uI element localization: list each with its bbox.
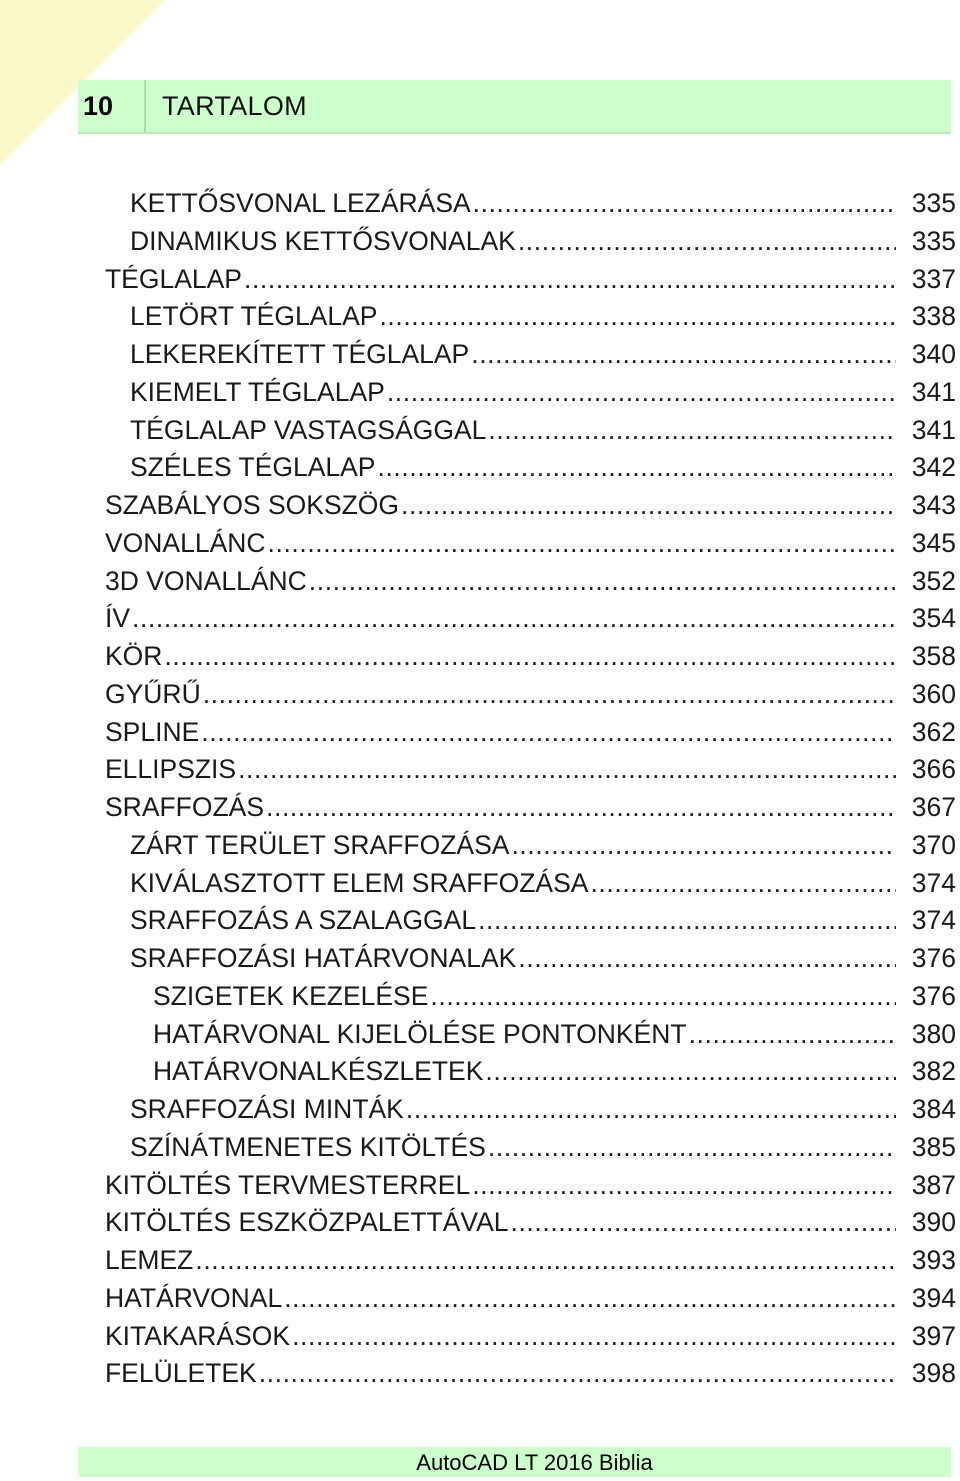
page-footer bbox=[78, 1447, 951, 1477]
toc-dot-leader bbox=[378, 449, 897, 487]
toc-entry[interactable] bbox=[0, 1280, 960, 1318]
toc-entry[interactable] bbox=[0, 336, 960, 374]
toc-dot-leader bbox=[430, 978, 896, 1016]
toc-dot-leader bbox=[518, 223, 896, 261]
toc-dot-leader bbox=[379, 298, 896, 336]
toc-entry-page: 382 bbox=[911, 1056, 956, 1087]
toc-entry-title: ÍV bbox=[105, 603, 131, 634]
toc-dot-leader bbox=[195, 1242, 896, 1280]
toc-entry-page: 341 bbox=[911, 414, 956, 445]
toc-entry-page: 343 bbox=[911, 490, 956, 520]
toc-entry-title: VONALLÁNC bbox=[105, 527, 266, 558]
toc-entry-title: HATÁRVONAL bbox=[105, 1282, 283, 1313]
toc-entry-page: 380 bbox=[911, 1018, 956, 1049]
toc-dot-leader bbox=[244, 261, 896, 299]
toc-entry[interactable] bbox=[0, 223, 960, 261]
toc-entry[interactable] bbox=[0, 978, 960, 1016]
toc-entry[interactable] bbox=[0, 1204, 960, 1242]
toc-entry-page: 358 bbox=[911, 641, 956, 671]
toc-entry-title: KITAKARÁSOK bbox=[105, 1320, 291, 1351]
toc-entry-title: LETÖRT TÉGLALAP bbox=[130, 301, 378, 332]
toc-entry-title: LEKEREKÍTETT TÉGLALAP bbox=[130, 339, 470, 369]
toc-entry-title: SRAFFOZÁSI HATÁRVONALAK bbox=[130, 943, 517, 973]
toc-entry-title: GYŰRŰ bbox=[105, 678, 201, 709]
toc-entry[interactable] bbox=[0, 714, 960, 752]
toc-entry[interactable] bbox=[0, 374, 960, 412]
toc-dot-leader bbox=[292, 1318, 896, 1356]
toc-entry-page: 394 bbox=[911, 1282, 956, 1313]
toc-entry-title: HATÁRVONAL KIJELÖLÉSE PONTONKÉNT bbox=[153, 1018, 687, 1049]
toc-entry[interactable] bbox=[0, 1091, 960, 1129]
toc-dot-leader bbox=[689, 1016, 896, 1054]
toc-entry-page: 374 bbox=[911, 905, 956, 936]
page-title: TARTALOM bbox=[162, 90, 307, 121]
toc-entry-title: HATÁRVONALKÉSZLETEK bbox=[153, 1056, 484, 1087]
toc-entry[interactable] bbox=[0, 185, 960, 223]
toc-dot-leader bbox=[488, 1129, 896, 1167]
toc-entry-page: 384 bbox=[911, 1094, 956, 1124]
toc-entry-page: 342 bbox=[911, 452, 956, 483]
toc-entry-page: 390 bbox=[911, 1207, 956, 1238]
table-of-contents bbox=[0, 185, 960, 1393]
toc-entry-title: SZÉLES TÉGLALAP bbox=[130, 452, 376, 483]
toc-dot-leader bbox=[401, 487, 896, 525]
toc-entry[interactable] bbox=[0, 525, 960, 563]
toc-dot-leader bbox=[511, 1204, 897, 1242]
toc-entry-title: SRAFFOZÁS bbox=[105, 792, 265, 822]
toc-entry-title: SZÍNÁTMENETES KITÖLTÉS bbox=[130, 1131, 486, 1162]
toc-entry-page: 340 bbox=[911, 339, 956, 369]
toc-entry[interactable] bbox=[0, 1355, 960, 1393]
toc-entry-title: KETTŐSVONAL LEZÁRÁSA bbox=[130, 188, 471, 218]
toc-entry[interactable] bbox=[0, 1053, 960, 1091]
toc-entry[interactable] bbox=[0, 865, 960, 903]
toc-entry[interactable] bbox=[0, 789, 960, 827]
toc-entry[interactable] bbox=[0, 638, 960, 676]
toc-entry-title: KIVÁLASZTOTT ELEM SRAFFOZÁSA bbox=[130, 867, 589, 898]
footer-book-title: AutoCAD LT 2016 Biblia bbox=[416, 1450, 653, 1475]
toc-entry[interactable] bbox=[0, 1318, 960, 1356]
toc-entry-page: 335 bbox=[911, 225, 956, 256]
toc-entry-title: TÉGLALAP VASTAGSÁGGAL bbox=[130, 414, 487, 445]
toc-entry[interactable] bbox=[0, 449, 960, 487]
toc-entry[interactable] bbox=[0, 1167, 960, 1205]
toc-dot-leader bbox=[268, 525, 896, 563]
toc-entry-page: 337 bbox=[911, 263, 956, 294]
toc-entry-title: FELÜLETEK bbox=[105, 1358, 257, 1389]
toc-entry[interactable] bbox=[0, 1129, 960, 1167]
toc-entry-page: 335 bbox=[911, 188, 956, 218]
toc-entry-page: 393 bbox=[911, 1245, 956, 1275]
toc-entry-title: KÖR bbox=[105, 641, 163, 671]
toc-dot-leader bbox=[471, 336, 896, 374]
toc-dot-leader bbox=[387, 374, 896, 412]
toc-entry-page: 398 bbox=[911, 1358, 956, 1389]
toc-entry-title: KITÖLTÉS TERVMESTERREL bbox=[105, 1169, 471, 1200]
toc-entry-title: SRAFFOZÁSI MINTÁK bbox=[130, 1094, 404, 1124]
toc-entry-title: ZÁRT TERÜLET SRAFFOZÁSA bbox=[130, 829, 510, 860]
toc-entry[interactable] bbox=[0, 902, 960, 940]
toc-entry-page: 360 bbox=[911, 678, 956, 709]
toc-entry-title: SPLINE bbox=[105, 716, 200, 747]
page-header bbox=[78, 80, 951, 134]
toc-entry-title: KITÖLTÉS ESZKÖZPALETTÁVAL bbox=[105, 1207, 509, 1238]
toc-entry-title: KIEMELT TÉGLALAP bbox=[130, 376, 385, 407]
toc-dot-leader bbox=[473, 185, 896, 223]
toc-entry[interactable] bbox=[0, 412, 960, 450]
toc-entry-title: SZIGETEK KEZELÉSE bbox=[153, 980, 429, 1011]
toc-dot-leader bbox=[132, 600, 896, 638]
toc-entry-title: DINAMIKUS KETTŐSVONALAK bbox=[130, 225, 516, 256]
toc-dot-leader bbox=[590, 865, 896, 903]
toc-entry[interactable] bbox=[0, 676, 960, 714]
toc-entry-title: LEMEZ bbox=[105, 1245, 194, 1275]
toc-entry-title: SZABÁLYOS SOKSZÖG bbox=[105, 490, 400, 520]
toc-entry-page: 366 bbox=[911, 754, 956, 785]
toc-entry[interactable] bbox=[0, 563, 960, 601]
toc-dot-leader bbox=[203, 676, 896, 714]
toc-dot-leader bbox=[284, 1280, 896, 1318]
toc-dot-leader bbox=[488, 412, 896, 450]
toc-entry-page: 376 bbox=[911, 980, 956, 1011]
toc-entry-page: 374 bbox=[911, 867, 956, 898]
toc-dot-leader bbox=[201, 714, 896, 752]
toc-entry-page: 354 bbox=[911, 603, 956, 634]
toc-dot-leader bbox=[406, 1091, 896, 1129]
toc-entry-page: 387 bbox=[911, 1169, 956, 1200]
toc-dot-leader bbox=[266, 789, 896, 827]
toc-entry[interactable] bbox=[0, 1016, 960, 1054]
toc-dot-leader bbox=[511, 827, 896, 865]
toc-entry[interactable] bbox=[0, 600, 960, 638]
toc-dot-leader bbox=[478, 902, 896, 940]
toc-entry-page: 341 bbox=[911, 376, 956, 407]
toc-entry-title: 3D VONALLÁNC bbox=[105, 565, 307, 596]
toc-entry[interactable] bbox=[0, 298, 960, 336]
toc-entry[interactable] bbox=[0, 827, 960, 865]
toc-dot-leader bbox=[485, 1053, 896, 1091]
toc-entry-page: 367 bbox=[911, 792, 956, 822]
toc-entry-title: ELLIPSZIS bbox=[105, 754, 237, 785]
toc-entry-page: 385 bbox=[911, 1131, 956, 1162]
toc-entry-page: 370 bbox=[911, 829, 956, 860]
toc-dot-leader bbox=[309, 563, 896, 601]
toc-entry[interactable] bbox=[0, 487, 960, 525]
toc-entry-page: 345 bbox=[911, 527, 956, 558]
toc-entry[interactable] bbox=[0, 261, 960, 299]
toc-dot-leader bbox=[238, 751, 896, 789]
toc-entry-page: 362 bbox=[911, 716, 956, 747]
toc-entry-page: 376 bbox=[911, 943, 956, 973]
toc-entry[interactable] bbox=[0, 1242, 960, 1280]
toc-dot-leader bbox=[259, 1355, 896, 1393]
toc-entry-page: 397 bbox=[911, 1320, 956, 1351]
page-number: 10 bbox=[78, 80, 146, 132]
toc-entry-title: SRAFFOZÁS A SZALAGGAL bbox=[130, 905, 477, 936]
toc-entry[interactable] bbox=[0, 940, 960, 978]
toc-entry-title: TÉGLALAP bbox=[105, 263, 242, 294]
toc-dot-leader bbox=[518, 940, 896, 978]
toc-entry-page: 352 bbox=[911, 565, 956, 596]
toc-entry-page: 338 bbox=[911, 301, 956, 332]
toc-entry[interactable] bbox=[0, 751, 960, 789]
toc-dot-leader bbox=[472, 1167, 896, 1205]
toc-dot-leader bbox=[164, 638, 896, 676]
